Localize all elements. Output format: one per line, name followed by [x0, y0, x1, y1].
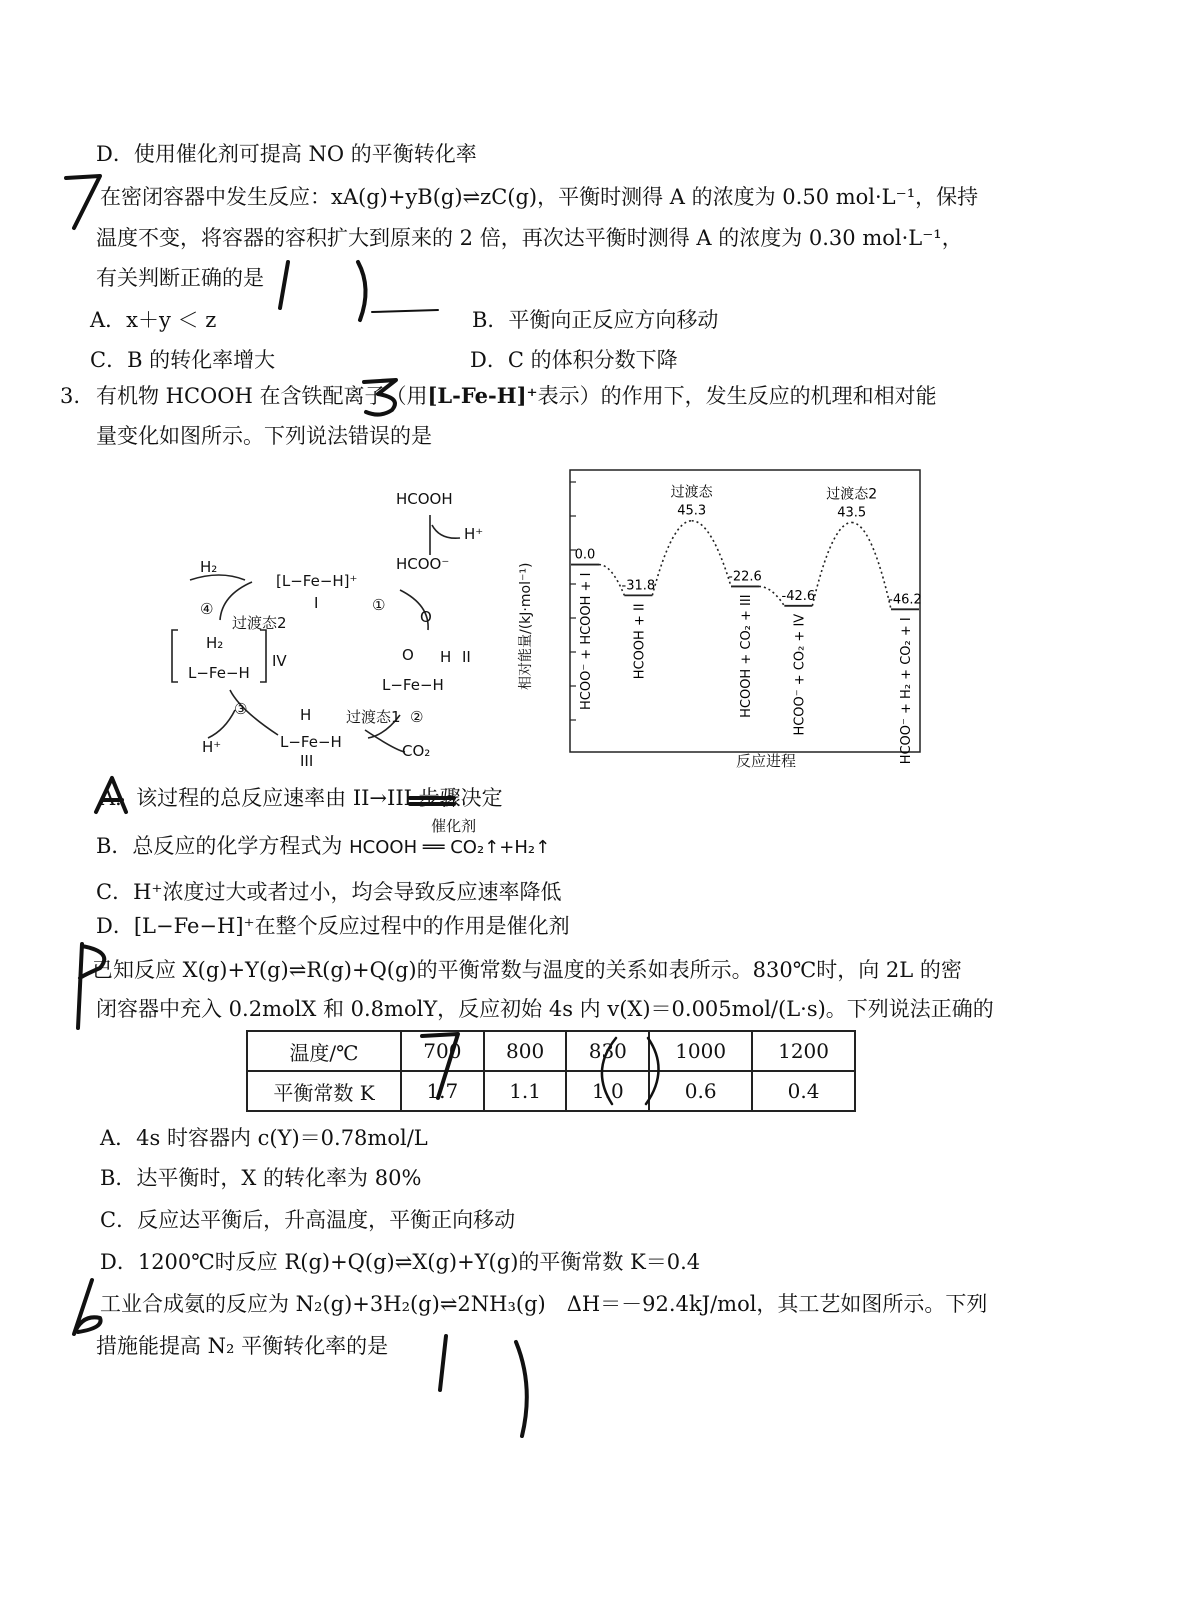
- step1-label: ①: [372, 596, 386, 614]
- q8-number: 3.: [60, 384, 81, 408]
- handwritten-paren-2: [508, 1336, 548, 1446]
- q7-option-a: A．x＋y ＜ z: [90, 308, 217, 332]
- catalyst-over-arrow: 催化剂: [431, 817, 477, 835]
- table-cell: 0.4: [752, 1071, 855, 1111]
- x-axis-label: 反应进程: [736, 752, 797, 770]
- table-cell: 1.1: [484, 1071, 567, 1111]
- q8-stem-line2: 量变化如图所示。下列说法错误的是: [96, 424, 432, 448]
- q10-stem-line1: 工业合成氨的反应为 N₂(g)+3H₂(g)⇌2NH₃(g) ΔH＝－92.4kJ/mol，其工艺如图所示。下列: [100, 1292, 988, 1316]
- handwritten-slash-2: [430, 1330, 460, 1400]
- handwritten-dash: [368, 300, 448, 320]
- table-row-k: [247, 1071, 855, 1111]
- energy-path-segment: [852, 522, 891, 609]
- handwritten-mark-a: [88, 772, 138, 822]
- handwritten-mark-d: [62, 1274, 112, 1344]
- handwritten-circle: [586, 1030, 676, 1114]
- cycle-hplus-in: H⁺: [202, 738, 222, 756]
- handwritten-mark-b: [70, 938, 120, 1038]
- handwritten-slash: [270, 256, 300, 316]
- iv-fe: L−Fe−H: [188, 664, 250, 682]
- table-cell: 1.7: [401, 1071, 484, 1111]
- intermediate-ii-label: II: [462, 648, 471, 666]
- table-cell: 1200: [752, 1031, 855, 1071]
- q7-stem-line3: 有关判断正确的是: [96, 266, 264, 290]
- state-label: HCOO⁻ + H₂ + CO₂ + I: [899, 617, 914, 765]
- energy-value-label: -31.8: [621, 578, 656, 594]
- cycle-hplus: H⁺: [464, 525, 484, 543]
- energy-value-label: 45.3: [677, 503, 707, 519]
- q7-stem-line1: 在密闭容器中发生反应：xA(g)+yB(g)⇌zC(g)，平衡时测得 A 的浓度为 0.50 mol·L⁻¹，保持: [100, 185, 979, 209]
- energy-profile-svg: [530, 462, 930, 782]
- total-equation: HCOOH ══ CO₂↑+H₂↑: [349, 837, 551, 858]
- cycle-h2-product: H₂: [200, 558, 218, 576]
- cycle-hcooh: HCOOH: [396, 490, 453, 508]
- handwritten-arrow: [404, 782, 464, 812]
- arrow-hplus-out: [432, 525, 460, 538]
- energy-value-label: 0.0: [574, 547, 596, 563]
- q8-option-b-equation: [349, 817, 551, 862]
- q7-option-d: D．C 的体积分数下降: [470, 348, 678, 372]
- y-axis-label: 相对能量/(kJ·mol⁻¹): [518, 562, 534, 690]
- state-label: HCOO⁻ + CO₂ + IV: [792, 613, 808, 736]
- transition-state-1-label: 过渡态1: [346, 708, 401, 726]
- q9-option-b: B．达平衡时，X 的转化率为 80%: [100, 1166, 422, 1190]
- q8-stem-part1: 有机物 HCOOH 在含铁配离子（用: [96, 384, 428, 408]
- q8-catalyst-formula: [L-Fe-H]⁺: [427, 383, 538, 408]
- step4-label: ④: [200, 600, 214, 618]
- q8-option-d: D．[L−Fe−H]⁺在整个反应过程中的作用是催化剂: [96, 914, 570, 938]
- transition-state-2-label: 过渡态2: [232, 614, 287, 632]
- ii-ester-o: O: [402, 646, 414, 664]
- intermediate-iii-label: III: [300, 752, 314, 770]
- q8-option-c: C．H⁺浓度过大或者过小，均会导致反应速率降低: [96, 880, 562, 904]
- table-cell: 1000: [649, 1031, 752, 1071]
- energy-value-label: -46.2: [888, 592, 922, 608]
- q9-option-a: A．4s 时容器内 c(Y)＝0.78mol/L: [100, 1126, 428, 1150]
- transition-state-label: 过渡态2: [826, 486, 878, 503]
- ii-carbonyl-o: O: [420, 608, 432, 626]
- table-cell: 0.6: [649, 1071, 752, 1111]
- cycle-hcoo: HCOO⁻: [396, 555, 450, 573]
- state-label: HCOOH + II: [632, 603, 648, 680]
- table-cell: 800: [484, 1031, 567, 1071]
- handwritten-mark-7-table: [418, 1028, 468, 1108]
- q8-stem-line1: [96, 382, 937, 410]
- table-cell: 1.0: [566, 1071, 649, 1111]
- table-cell: 平衡常数 K: [247, 1071, 401, 1111]
- ii-fe: L−Fe−H: [382, 676, 444, 694]
- energy-value-label: -22.6: [728, 569, 762, 585]
- transition-state-label: 过渡态: [670, 484, 713, 501]
- q7-option-c: C．B 的转化率增大: [90, 348, 276, 372]
- q6-option-d: D．使用催化剂可提高 NO 的平衡转化率: [96, 142, 477, 166]
- arrow-h2-out: [190, 575, 245, 580]
- cycle-catalyst-number: I: [314, 594, 319, 612]
- table-cell: 温度/℃: [247, 1031, 401, 1071]
- cycle-catalyst: [L−Fe−H]⁺: [276, 572, 358, 590]
- energy-path-segment: [652, 521, 691, 596]
- table-cell: 700: [401, 1031, 484, 1071]
- arrow-co2-out: [365, 730, 405, 752]
- state-label: HCOO⁻ + HCOOH + I: [579, 572, 594, 711]
- iv-h2: H₂: [206, 634, 224, 652]
- q9-stem-line2: 闭容器中充入 0.2molX 和 0.8molY，反应初始 4s 内 v(X)＝0.005mol/(L·s)。下列说法正确的: [96, 997, 994, 1021]
- q8-option-b-prefix: B．总反应的化学方程式为: [96, 834, 343, 858]
- q8-option-b: [96, 817, 551, 862]
- q9-option-c: C．反应达平衡后，升高温度，平衡正向移动: [100, 1208, 516, 1232]
- q10-stem-line2: 措施能提高 N₂ 平衡转化率的是: [96, 1334, 389, 1358]
- energy-value-label: -42.6: [781, 588, 816, 604]
- bracket-left: [172, 630, 178, 682]
- equilibrium-constant-table: [246, 1030, 856, 1112]
- iii-h: H: [300, 706, 312, 724]
- cycle-co2: CO₂: [402, 742, 431, 760]
- handwritten-mark-7: [60, 168, 110, 238]
- q9-stem-line1: 已知反应 X(g)+Y(g)⇌R(g)+Q(g)的平衡常数与温度的关系如表所示。830℃时，向 2L 的密: [92, 958, 962, 982]
- energy-path-segment: [812, 522, 851, 605]
- arrow-hplus-in: [208, 710, 235, 738]
- step3-label: ③: [234, 700, 248, 718]
- q9-option-d: D．1200℃时反应 R(g)+Q(g)⇌X(g)+Y(g)的平衡常数 K＝0.4: [100, 1250, 701, 1274]
- energy-path-segment: [692, 521, 731, 587]
- q7-stem-line2: 温度不变，将容器的容积扩大到原来的 2 倍，再次达平衡时测得 A 的浓度为 0.30 mol·L⁻¹，: [96, 226, 963, 250]
- intermediate-iv-label: IV: [272, 652, 287, 670]
- state-label: HCOOH + CO₂ + III: [739, 594, 754, 718]
- ii-h: H: [440, 648, 452, 666]
- bracket-right: [260, 630, 266, 682]
- iii-fe: L−Fe−H: [280, 733, 342, 751]
- q8-stem-part3: 表示）的作用下，发生反应的机理和相对能: [537, 384, 937, 408]
- q8-option-a: A．该过程的总反应速率由 II→III 步骤决定: [100, 786, 503, 810]
- q7-option-b: B．平衡向正反应方向移动: [472, 308, 719, 332]
- table-cell: 830: [566, 1031, 649, 1071]
- energy-value-label: 43.5: [837, 505, 867, 521]
- step2-label: ②: [410, 708, 424, 726]
- handwritten-mark-3: [356, 374, 416, 420]
- table-row-temperature: [247, 1031, 855, 1071]
